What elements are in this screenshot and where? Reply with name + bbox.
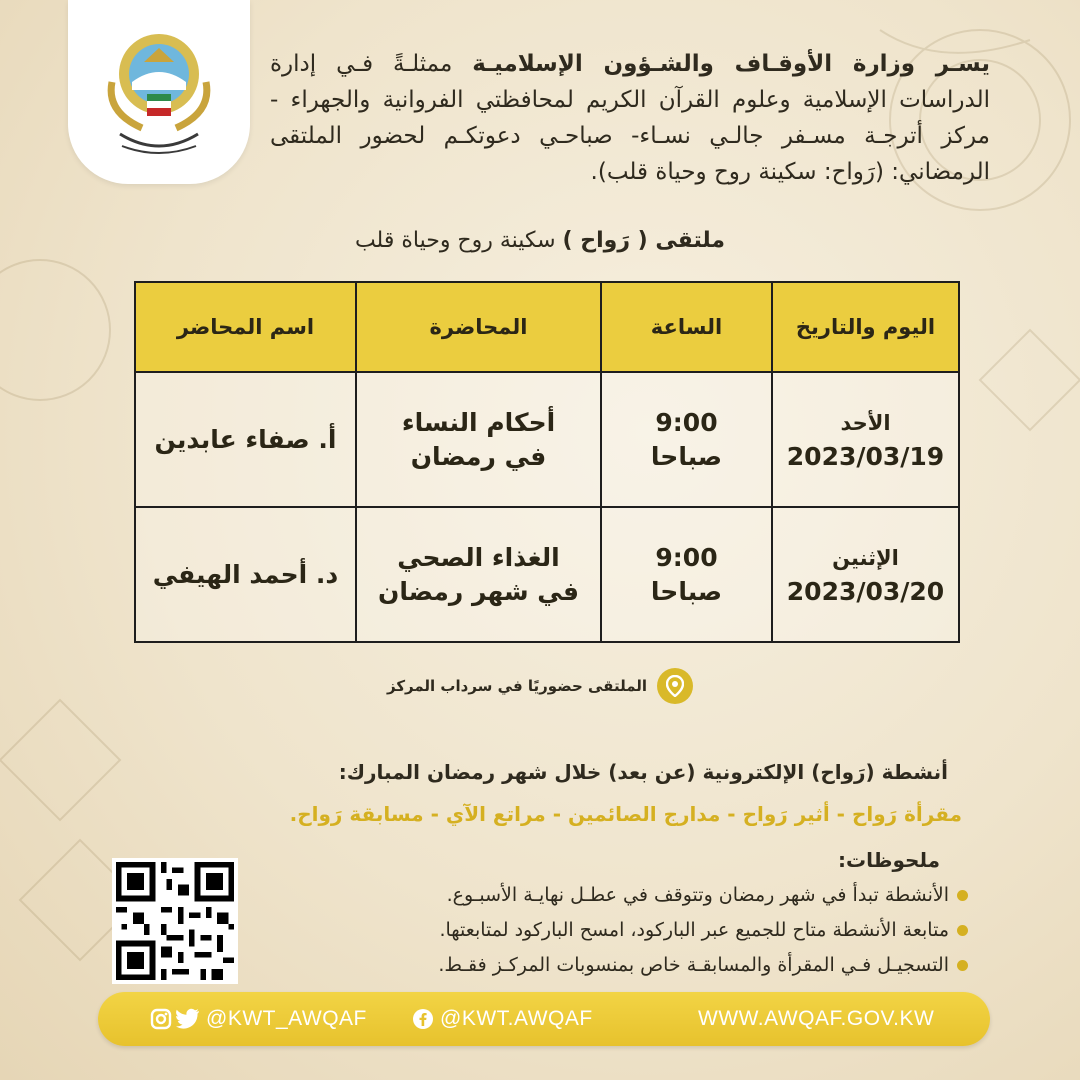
footer-bar bbox=[98, 992, 990, 1046]
time: 9:00 bbox=[655, 542, 718, 572]
intro-paragraph bbox=[270, 46, 990, 190]
cell-lecture bbox=[356, 507, 601, 642]
subtitle-text: سكينة روح وحياة قلب bbox=[354, 228, 556, 253]
cell-time bbox=[601, 507, 772, 642]
footer-social[interactable] bbox=[150, 992, 367, 1046]
period: صباحا bbox=[650, 441, 723, 471]
cell-lecturer: أ. صفاء عابدين bbox=[135, 372, 356, 507]
note-text: الأنشطة تبدأ في شهر رمضان وتتوقف في عطـل نهايـة الأسبـوع. bbox=[446, 884, 949, 906]
table-header-row bbox=[135, 282, 959, 372]
bullet-icon bbox=[957, 960, 968, 971]
location-pin-icon bbox=[657, 668, 693, 704]
intro-text: ممثلـةً فـي إدارة الدراسات الإسلامية وعلوم القرآن الكريم لمحافظتي الفروانية والجهراء - مركز أترجـة مسـفر جالـي نسـاء- صباحـي دعوتكـم لحضور الملتقى الرمضاني: (رَواح: سكينة روح وحياة قلب). bbox=[270, 51, 990, 185]
note-item bbox=[268, 878, 968, 913]
time: 9:00 bbox=[655, 407, 718, 437]
cell-day-date bbox=[772, 372, 959, 507]
cell-lecturer: د. أحمد الهيفي bbox=[135, 507, 356, 642]
lecture-line-1: الغذاء الصحي bbox=[397, 542, 560, 572]
social-handle: @KWT_AWQAF bbox=[206, 1007, 367, 1030]
header-lecture: المحاضرة bbox=[356, 282, 601, 372]
lecture-line-1: أحكام النساء bbox=[401, 407, 556, 437]
activities-list: مقرأة رَواح - أثير رَواح - مدارج الصائمين - مراتع الآي - مسابقة رَواح. bbox=[289, 802, 962, 826]
ministry-logo bbox=[92, 22, 226, 162]
location-row bbox=[0, 668, 1080, 704]
note-text: التسجيـل فـي المقرأة والمسابقـة خاص بمنسوبات المركـز فقـط. bbox=[438, 954, 949, 976]
lecture-line-2: في شهر رمضان bbox=[378, 576, 579, 606]
intro-bold: يسـر وزارة الأوقـاف والشـؤون الإسلاميـة bbox=[472, 51, 990, 77]
qr-code[interactable] bbox=[112, 858, 238, 984]
day: الإثنين bbox=[832, 545, 899, 570]
facebook-icon bbox=[412, 1008, 434, 1030]
lecture-line-2: في رمضان bbox=[410, 441, 547, 471]
day: الأحد bbox=[840, 410, 891, 435]
location-text: الملتقى حضوريًا في سرداب المركز bbox=[386, 677, 648, 695]
subtitle-bold: ملتقى ( رَواح ) bbox=[562, 228, 726, 253]
header-time: الساعة bbox=[601, 282, 772, 372]
notes-title: ملحوظات: bbox=[838, 848, 940, 872]
event-subtitle bbox=[0, 228, 1080, 253]
cell-day-date bbox=[772, 507, 959, 642]
bullet-icon bbox=[957, 890, 968, 901]
date: 2023/03/19 bbox=[786, 441, 945, 471]
footer-facebook[interactable] bbox=[412, 992, 593, 1046]
notes-list bbox=[268, 878, 968, 983]
period: صباحا bbox=[650, 576, 723, 606]
note-item bbox=[268, 948, 968, 983]
twitter-icon bbox=[176, 1008, 200, 1030]
footer-website[interactable] bbox=[698, 992, 934, 1046]
cell-lecture bbox=[356, 372, 601, 507]
header-lecturer: اسم المحاضر bbox=[135, 282, 356, 372]
note-item bbox=[268, 913, 968, 948]
activities-title: أنشطة (رَواح) الإلكترونية (عن بعد) خلال شهر رمضان المبارك: bbox=[338, 760, 948, 784]
bullet-icon bbox=[957, 925, 968, 936]
note-text: متابعة الأنشطة متاح للجميع عبر الباركود، امسح الباركود لمتابعتها. bbox=[439, 919, 949, 941]
facebook-handle: @KWT.AWQAF bbox=[440, 1007, 593, 1030]
logo-card bbox=[68, 0, 250, 184]
website-url: WWW.AWQAF.GOV.KW bbox=[698, 1007, 935, 1030]
table-row bbox=[135, 507, 959, 642]
schedule-table bbox=[134, 281, 960, 643]
cell-time bbox=[601, 372, 772, 507]
table-row bbox=[135, 372, 959, 507]
instagram-icon bbox=[150, 1008, 172, 1030]
header-day-date: اليوم والتاريخ bbox=[772, 282, 959, 372]
date: 2023/03/20 bbox=[786, 576, 945, 606]
